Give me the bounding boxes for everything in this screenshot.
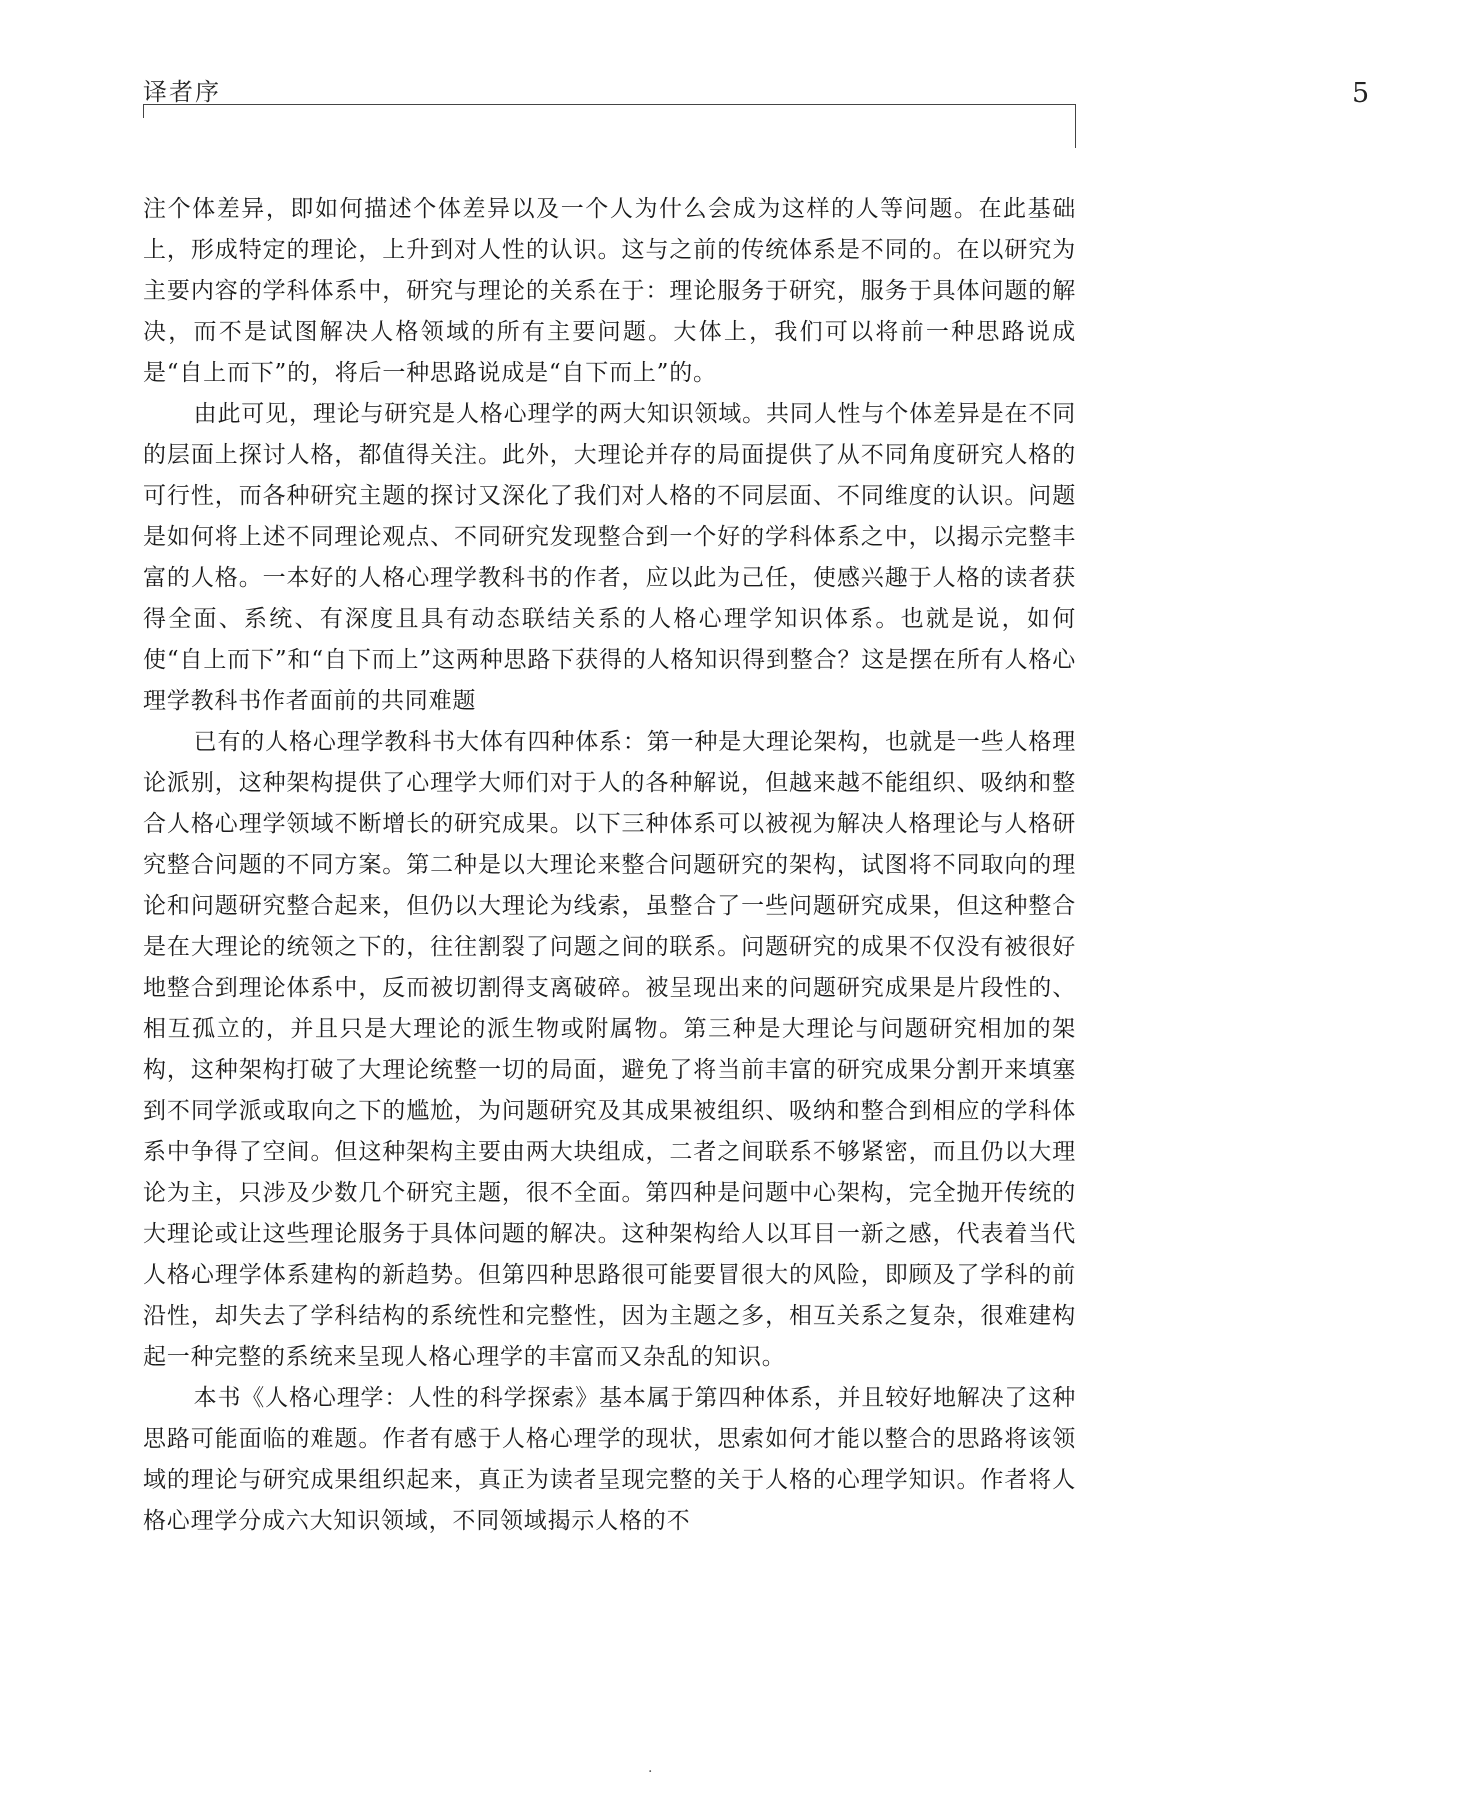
- paragraph-4: 本书《人格心理学：人性的科学探索》基本属于第四种体系，并且较好地解决了这种思路可能面临的难题。作者有感于人格心理学的现状，思索如何才能以整合的思路将该领域的理论与研究成果组织起来，真正为读者呈现完整的关于人格的心理学知识。作者将人格心理学分成六大知识领域，不同领域揭示人格的不: [143, 1385, 1076, 1534]
- paragraph-2: 由此可见，理论与研究是人格心理学的两大知识领域。共同人性与个体差异是在不同的层面上探讨人格，都值得关注。此外，大理论并存的局面提供了从不同角度研究人格的可行性，而各种研究主题的探讨又深化了我们对人格的不同层面、不同维度的认识。问题是如何将上述不同理论观点、不同研究发现整合到一个好的学科体系之中，以揭示完整丰富的人格。一本好的人格心理学教科书的作者，应以此为己任，使感兴趣于人格的读者获得全面、系统、有深度且具有动态联结关系的人格心理学知识体系。也就是说，如何使“自上而下”和“自下而上”这两种思路下获得的人格知识得到整合？这是摆在所有人格心理学教科书作者面前的共同难题: [143, 401, 1076, 714]
- paragraph-1: 注个体差异，即如何描述个体差异以及一个人为什么会成为这样的人等问题。在此基础上，形成特定的理论，上升到对人性的认识。这与之前的传统体系是不同的。在以研究为主要内容的学科体系中，研究与理论的关系在于：理论服务于研究，服务于具体问题的解决，而不是试图解决人格领域的所有主要问题。大体上，我们可以将前一种思路说成是“自上而下”的，将后一种思路说成是“自下而上”的。: [143, 196, 1076, 386]
- page-number: 5: [1352, 78, 1370, 109]
- header-rule-left-tick: [143, 104, 144, 118]
- header-rule: [143, 104, 1076, 105]
- paragraph-3: 已有的人格心理学教科书大体有四种体系：第一种是大理论架构，也就是一些人格理论派别，这种架构提供了心理学大师们对于人的各种解说，但越来越不能组织、吸纳和整合人格心理学领域不断增长的研究成果。以下三种体系可以被视为解决人格理论与人格研究整合问题的不同方案。第二种是以大理论来整合问题研究的架构，试图将不同取向的理论和问题研究整合起来，但仍以大理论为线索，虽整合了一些问题研究成果，但这种整合是在大理论的统领之下的，往往割裂了问题之间的联系。问题研究的成果不仅没有被很好地整合到理论体系中，反而被切割得支离破碎。被呈现出来的问题研究成果是片段性的、相互孤立的，并且只是大理论的派生物或附属物。第三种是大理论与问题研究相加的架构，这种架构打破了大理论统整一切的局面，避免了将当前丰富的研究成果分割开来填塞到不同学派或取向之下的尴尬，为问题研究及其成果被组织、吸纳和整合到相应的学科体系中争得了空间。但这种架构主要由两大块组成，二者之间联系不够紧密，而且仍以大理论为主，只涉及少数几个研究主题，很不全面。第四种是问题中心架构，完全抛开传统的大理论或让这些理论服务于具体问题的解决。这种架构给人以耳目一新之感，代表着当代人格心理学体系建构的新趋势。但第四种思路很可能要冒很大的风险，即顾及了学科的前沿性，却失去了学科结构的系统性和完整性，因为主题之多，相互关系之复杂，很难建构起一种完整的系统来呈现人格心理学的丰富而又杂乱的知识。: [143, 729, 1076, 1370]
- footer-mark: ·: [648, 1764, 653, 1780]
- header-rule-right-tick: [1075, 104, 1076, 148]
- body-text: [143, 189, 1076, 1542]
- running-title: 译者序: [143, 78, 221, 106]
